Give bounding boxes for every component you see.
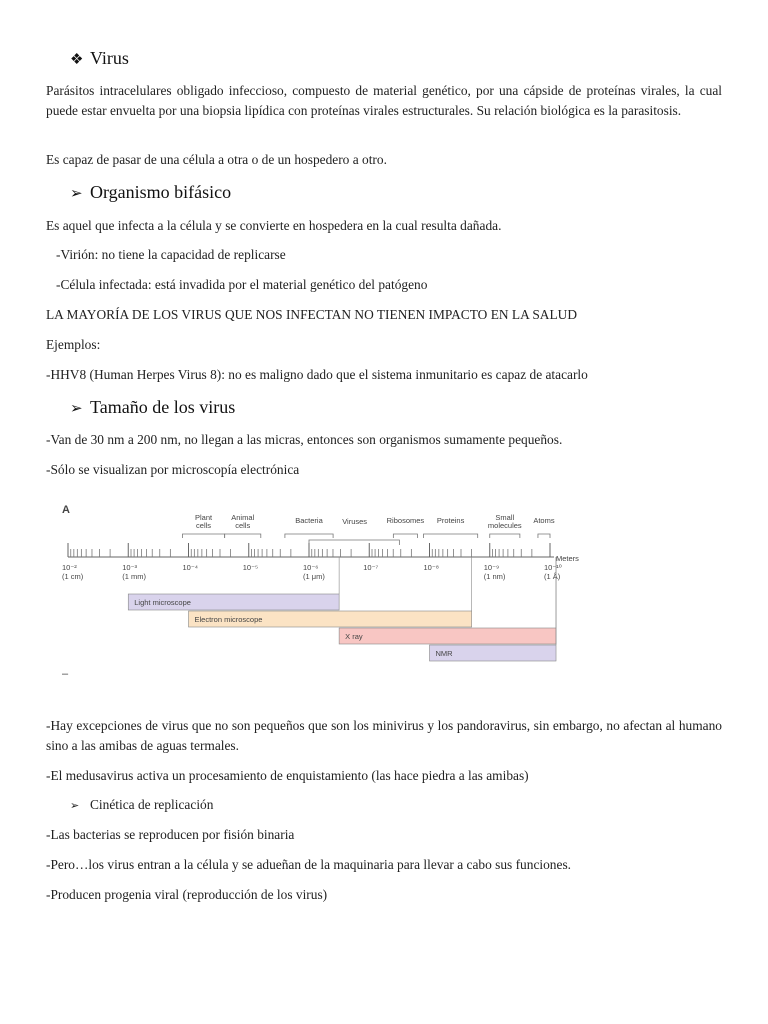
medusavirus-item: [46, 766, 722, 786]
figure-dash: –: [62, 668, 69, 680]
tick-sublabel: (1 nm): [483, 572, 506, 581]
virus-heading-block: [46, 47, 722, 71]
hhv8-text: -HHV8 (Human Herpes Virus 8): no es maligno dado que el sistema inmunitario es capaz de atacarlo: [46, 367, 588, 382]
tick-label: 10⁻⁴: [182, 563, 199, 572]
tick-label: 10⁻³: [122, 563, 138, 572]
bacteria-text: -Las bacterias se reproducen por fisión binaria: [46, 827, 295, 842]
tick-label: 10⁻¹⁰: [544, 563, 562, 572]
size-visual-text: -Sólo se visualizan por microscopía electrónica: [46, 462, 300, 477]
tick-sublabel: (1 Å): [544, 572, 561, 581]
virus-definition-text: Parásitos intracelulares obligado infeccioso, compuesto de material genético, por una cápside de proteínas virales, la cual puede estar envuelta por una biopsia lipídica con proteínas virales estructurales. Su relación biológica es la parasitosis.: [46, 83, 722, 118]
tick-sublabel: (1 μm): [303, 572, 325, 581]
category-label: Bacteria: [295, 516, 323, 525]
infected-cell-item: [46, 275, 722, 295]
virus-definition: [46, 81, 722, 120]
biphasic-heading-block: [46, 181, 722, 205]
size-range-text: -Van de 30 nm a 200 nm, no llegan a las micras, entonces son organismos sumamente pequeños.: [46, 432, 563, 447]
exceptions-paragraph: [46, 716, 722, 755]
category-bracket: [423, 534, 477, 538]
size-visual-item: [46, 460, 722, 480]
tick-label: 10⁻⁸: [423, 563, 439, 572]
category-bracket: [538, 534, 550, 538]
arrow-bullet-icon: ➢: [70, 401, 83, 417]
category-label: cells: [235, 521, 251, 530]
category-bracket: [225, 534, 261, 538]
medusavirus-text: -El medusavirus activa un procesamiento de enquistamiento (las hace piedra a las amibas): [46, 768, 529, 783]
size-heading-block: [46, 396, 722, 420]
size-scale-figure: [60, 493, 650, 683]
category-bracket: [309, 540, 399, 545]
technique-bar-label: Electron microscope: [194, 615, 263, 624]
majority-text: LA MAYORÍA DE LOS VIRUS QUE NOS INFECTAN NO TIENEN IMPACTO EN LA SALUD: [46, 307, 577, 322]
examples-text: Ejemplos:: [46, 337, 101, 352]
axis-unit-label: Meters: [556, 554, 579, 563]
size-range-item: [46, 430, 722, 450]
panel-label: A: [62, 504, 70, 516]
category-label: Animal: [231, 513, 255, 522]
tick-sublabel: (1 mm): [122, 572, 146, 581]
category-bracket: [285, 534, 333, 538]
examples-label: [46, 335, 722, 355]
tick-sublabel: (1 cm): [62, 572, 84, 581]
kinetics-heading: Cinética de replicación: [90, 797, 214, 812]
tick-label: 10⁻⁹: [483, 563, 500, 572]
category-bracket: [393, 534, 417, 538]
virion-text: -Virión: no tiene la capacidad de replicarse: [56, 247, 286, 262]
exceptions-text: -Hay excepciones de virus que no son pequeños que son los minivirus y los pandoravirus, sin embargo, no afectan al humano sino a las amibas de aguas termales.: [46, 718, 722, 753]
size-scale-diagram: [60, 493, 650, 683]
tick-label: 10⁻²: [62, 563, 77, 572]
category-labels: [182, 513, 554, 545]
infected-cell-text: -Célula infectada: está invadida por el material genético del patógeno: [56, 277, 428, 292]
diamond-bullet-icon: ❖: [70, 52, 84, 68]
category-label: Atoms: [533, 516, 555, 525]
tick-label: 10⁻⁷: [363, 563, 379, 572]
arrow-bullet-icon: ➢: [70, 186, 83, 202]
category-bracket: [490, 534, 520, 538]
viruses-enter-text: -Pero…los virus entran a la célula y se adueñan de la maquinaria para llevar a cabo sus funciones.: [46, 857, 572, 872]
scale-tick-labels: [62, 554, 579, 581]
virion-item: [46, 245, 722, 265]
category-label: Small: [495, 513, 515, 522]
category-label: molecules: [487, 521, 522, 530]
tick-label: 10⁻⁶: [303, 563, 319, 572]
category-label: cells: [196, 521, 212, 530]
bacteria-item: [46, 825, 722, 845]
technique-bar-label: X ray: [345, 632, 363, 641]
biphasic-definition: [46, 216, 722, 236]
category-label: Viruses: [342, 517, 368, 526]
biphasic-heading: Organismo bifásico: [90, 182, 232, 202]
virus-heading: Virus: [90, 48, 129, 68]
category-label: Proteins: [436, 516, 465, 525]
majority-statement: [46, 305, 722, 325]
technique-bar-label: Light microscope: [134, 598, 191, 607]
category-label: Plant: [195, 513, 213, 522]
kinetics-heading-block: [46, 795, 722, 817]
size-heading: Tamaño de los virus: [90, 397, 236, 417]
technique-bar: [339, 628, 556, 644]
category-bracket: [182, 534, 224, 538]
tick-label: 10⁻⁵: [242, 563, 259, 572]
biphasic-definition-text: Es aquel que infecta a la célula y se convierte en hospedera en la cual resulta dañada.: [46, 218, 502, 233]
hhv8-item: [46, 365, 722, 385]
virus-pass-text: Es capaz de pasar de una célula a otra o de un hospedero a otro.: [46, 152, 387, 167]
viruses-enter-item: [46, 855, 722, 875]
category-label: Ribosomes: [386, 516, 425, 525]
arrow-bullet-icon: ➢: [70, 800, 80, 812]
technique-bar-label: NMR: [435, 649, 453, 658]
scale-ruler: [68, 543, 554, 557]
virus-pass-paragraph: [46, 150, 722, 170]
progeny-text: -Producen progenia viral (reproducción de los virus): [46, 887, 328, 902]
progeny-item: [46, 885, 722, 905]
